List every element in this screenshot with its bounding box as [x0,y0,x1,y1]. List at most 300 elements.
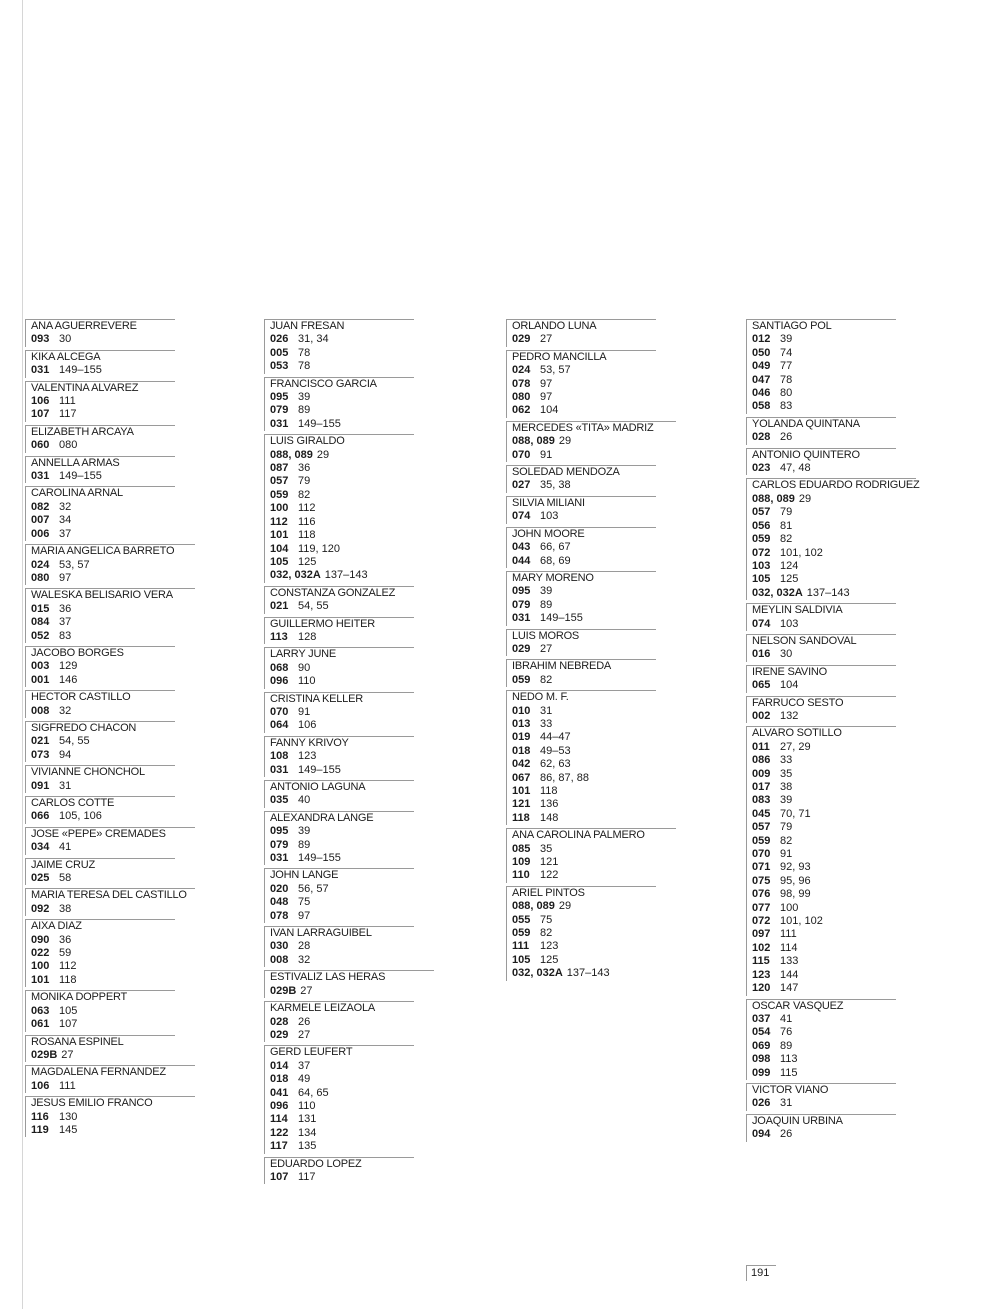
page-reference: 133 [780,955,799,968]
reference-row [270,750,494,763]
page-reference: 112 [59,960,77,973]
catalog-number: 070 [270,705,289,718]
page-reference: 59 [59,947,72,960]
page-reference: 82 [780,834,793,847]
page-reference: 149–155 [298,417,341,430]
reference-row [31,470,255,483]
catalog-number: 070 [752,848,771,861]
catalog-number: 113 [270,630,288,643]
reference-row [31,528,255,541]
reference-row [31,960,255,973]
artist-name: IRENE SAVINO [752,665,828,678]
page-reference: 32 [59,500,72,513]
catalog-number: 046 [752,387,771,400]
catalog-number: 057 [752,821,771,834]
page-reference: 119, 120 [298,542,341,555]
index-entry [506,828,736,883]
catalog-number: 031 [270,763,289,776]
catalog-number: 006 [31,527,50,540]
artist-name: SANTIAGO POL [752,320,832,332]
artist-name: JAIME CRUZ [31,858,96,871]
page-reference: 79 [298,475,311,488]
page-reference: 28 [298,940,311,953]
page-reference: 149–155 [298,763,341,776]
reference-row [752,573,976,586]
catalog-number: 028 [752,431,771,444]
page-reference: 146 [59,673,78,686]
page-reference: 82 [298,488,311,501]
reference-row [512,731,736,744]
reference-row [752,1097,976,1110]
page-reference: 30 [780,648,793,661]
page-reference: 104 [780,679,799,692]
artist-name: MERCEDES «TITA» MADRIZ [512,421,654,434]
index-entry [264,1157,494,1185]
reference-row [512,967,736,980]
catalog-number: 107 [270,1170,289,1183]
page-reference: 29 [558,900,572,913]
reference-row [752,1040,976,1053]
reference-row [270,764,494,777]
artist-name: ALEXANDRA LANGE [270,811,374,824]
catalog-number: 101 [270,529,289,542]
reference-row [512,378,736,391]
catalog-number: 120 [752,982,771,995]
catalog-number: 008 [31,704,50,717]
catalog-number: 097 [752,928,771,941]
catalog-number: 056 [752,519,771,532]
index-entry [25,350,255,378]
index-entry [506,350,736,418]
reference-row [31,439,255,452]
reference-row [31,705,255,718]
catalog-number: 003 [31,660,50,673]
index-entry [264,1045,494,1153]
reference-row [752,333,976,346]
page-reference: 135 [298,1140,317,1153]
catalog-number: 002 [752,709,771,722]
index-entry [25,796,255,824]
catalog-number: 018 [270,1073,289,1086]
catalog-number: 023 [752,462,771,475]
page-reference: 34 [59,514,72,527]
page-reference: 134 [298,1126,317,1139]
artist-name: IVAN LARRAGUIBEL [270,927,372,940]
reference-row [270,852,494,865]
reference-row [512,585,736,598]
catalog-number: 092 [31,902,50,915]
index-entry [25,990,255,1031]
reference-row [512,900,736,913]
reference-row [512,435,736,448]
artist-name: YOLANDA QUINTANA [752,417,860,430]
page-reference: 107 [59,1018,78,1031]
reference-row [752,547,976,560]
catalog-number: 030 [270,940,289,953]
page-reference: 27 [61,1048,74,1061]
reference-row [31,1049,255,1062]
catalog-number: 067 [512,771,531,784]
catalog-number: 005 [270,346,289,359]
catalog-number: 017 [752,781,771,793]
reference-row [31,364,255,377]
catalog-number: 112 [270,515,288,528]
catalog-number: 026 [752,1097,771,1110]
page-reference: 149–155 [59,364,102,377]
artist-name: MARIA TERESA DEL CASTILLO [31,889,187,902]
reference-row [752,506,976,519]
page-reference: 54, 55 [298,600,329,613]
catalog-number: 102 [752,941,771,954]
reference-row [270,418,494,431]
catalog-number: 087 [270,462,289,475]
catalog-number: 073 [31,748,50,761]
page-reference: 44–47 [540,731,571,744]
catalog-number: 074 [512,510,531,523]
reference-row [270,404,494,417]
page-reference: 149–155 [540,612,583,625]
page-reference: 75 [540,913,553,926]
reference-row [752,1013,976,1026]
reference-row [270,462,494,475]
catalog-number: 059 [752,834,771,847]
catalog-number: 110 [512,869,530,882]
catalog-number: 066 [31,810,50,823]
page-reference: 106 [298,719,317,732]
page-reference: 110 [298,675,316,688]
catalog-number: 031 [512,612,531,625]
catalog-number: 116 [31,1110,49,1123]
page-reference: 49–53 [540,744,571,757]
catalog-number: 115 [752,955,770,968]
artist-name: ESTIVALIZ LAS HERAS [270,971,386,984]
reference-row [512,391,736,404]
page-reference: 137–143 [806,586,850,599]
page-reference: 117 [298,1170,316,1183]
page-reference: 144 [780,968,799,981]
artist-name: CARLOS COTTE [31,797,115,809]
index-entry [506,465,736,493]
page-reference: 39 [540,585,553,598]
catalog-number: 123 [752,968,771,981]
page-reference: 64, 65 [298,1086,329,1099]
reference-row [512,705,736,718]
page-reference: 36 [59,933,72,946]
catalog-number: 095 [512,585,531,598]
reference-row [270,896,494,909]
reference-row [752,347,976,360]
catalog-number: 105 [270,555,289,568]
page-reference: 35 [540,842,553,855]
page-reference: 39 [780,333,793,346]
page-reference: 29 [558,435,572,448]
catalog-number: 080 [512,391,531,404]
page-number: 191 [751,1267,770,1279]
page-reference: 112 [298,502,316,515]
artist-name: ARIEL PINTOS [512,886,585,899]
index-entry [506,571,736,626]
page-reference: 149–155 [59,470,102,483]
artist-name: MEYLIN SALDIVIA [752,604,843,617]
catalog-number: 078 [512,377,531,390]
page-reference: 117 [59,408,77,421]
reference-row [512,718,736,731]
artist-name: SILVIA MILIANI [512,496,585,509]
catalog-number: 029 [512,333,531,346]
page-reference: 31 [780,1097,793,1110]
index-column-1 [25,319,255,1140]
page-reference: 103 [780,617,799,630]
catalog-number: 057 [752,506,771,519]
page-reference: 66, 67 [540,541,571,554]
page-reference: 118 [298,529,316,542]
page-reference: 97 [540,377,553,390]
catalog-number: 079 [270,838,289,851]
reference-row [270,333,494,346]
index-column-2 [264,319,494,1187]
index-entry [25,858,255,886]
page-binding-edge [22,0,23,1309]
catalog-number: 050 [752,346,771,359]
page-reference: 118 [59,973,77,986]
reference-row [270,516,494,529]
catalog-number: 094 [752,1128,771,1141]
artist-name: CRISTINA KELLER [270,692,363,705]
index-entry [25,486,255,541]
reference-row [270,706,494,719]
artist-name: IBRAHIM NEBREDA [512,660,612,673]
catalog-number: 063 [31,1004,50,1017]
catalog-number: 065 [752,679,771,692]
catalog-number: 083 [752,794,771,807]
reference-row [31,903,255,916]
artist-name: KARMELE LEIZAOLA [270,1002,376,1015]
catalog-number: 009 [752,767,771,780]
page-reference: 37 [59,616,72,629]
page-reference: 118 [540,785,558,797]
index-entry [25,690,255,718]
page-reference: 26 [780,431,793,444]
artist-name: FARRUCO SESTO [752,696,844,709]
page-reference: 80 [780,387,793,400]
artist-name: LUIS MOROS [512,629,580,642]
reference-row [752,1067,976,1080]
reference-row [752,861,976,874]
catalog-number: 107 [31,408,50,421]
page-reference: 89 [780,1039,793,1052]
reference-row [752,374,976,387]
catalog-number: 042 [512,758,531,771]
reference-row [512,798,736,811]
catalog-number: 021 [31,735,50,748]
page-reference: 116 [298,515,316,528]
catalog-number: 095 [270,825,289,838]
reference-row [752,400,976,413]
index-entry [506,886,736,981]
catalog-number: 020 [270,882,289,895]
folio-rule [746,1265,747,1281]
reference-row [752,462,976,475]
catalog-number: 095 [270,391,289,404]
catalog-number: 080 [31,571,50,584]
catalog-number: 091 [31,779,50,792]
reference-row [31,872,255,885]
catalog-number: 041 [270,1086,289,1099]
page-reference: 98, 99 [780,888,811,901]
artist-name: CONSTANZA GONZALEZ [270,586,396,599]
index-entry [25,888,255,916]
reference-row [270,502,494,515]
reference-row [31,749,255,762]
page-reference: 78 [298,360,311,373]
index-entry [264,377,494,432]
reference-row [31,603,255,616]
page-reference: 132 [780,709,799,722]
reference-row [270,347,494,360]
catalog-number: 096 [270,675,289,688]
index-entry [264,780,494,808]
page-reference: 91 [540,448,553,461]
index-entry [25,319,255,347]
reference-row [752,794,976,807]
index-entry [506,319,736,347]
reference-row [512,772,736,785]
catalog-number: 122 [270,1126,289,1139]
index-column-4 [746,319,976,1145]
artist-name: FANNY KRIVOY [270,736,349,749]
artist-name: CAROLINA ARNAL [31,487,123,500]
index-entry [264,1001,494,1042]
reference-row [270,1140,494,1153]
catalog-number: 058 [752,400,771,413]
catalog-number: 049 [752,360,771,373]
page-reference: 111 [59,1079,76,1092]
catalog-number: 111 [512,940,530,953]
page-reference: 33 [780,754,793,767]
catalog-number: 118 [512,811,530,824]
page-reference: 62, 63 [540,758,571,771]
reference-row [31,735,255,748]
reference-row [752,360,976,373]
page-reference: 27 [298,1028,311,1041]
folio-top-rule [746,1265,776,1266]
page-reference: 130 [59,1110,78,1123]
page-reference: 32 [298,953,311,966]
artist-name: MARY MORENO [512,571,594,584]
catalog-number: 106 [31,395,50,408]
reference-row [270,954,494,967]
reference-row [31,1005,255,1018]
reference-row [752,387,976,400]
artist-name: JOHN LANGE [270,869,339,882]
reference-row [752,648,976,661]
catalog-number: 001 [31,673,50,686]
index-entry [25,1065,255,1093]
catalog-number: 019 [512,731,531,744]
index-entry [25,827,255,855]
artist-name: ELIZABETH ARCAYA [31,425,134,438]
page-reference: 41 [59,841,72,854]
catalog-number: 104 [270,542,289,555]
reference-row [512,479,736,492]
catalog-number: 059 [752,533,771,546]
index-column-3 [506,319,736,984]
catalog-number: 032, 032A [752,586,803,599]
catalog-number: 103 [752,559,771,572]
catalog-number: 105 [512,953,531,966]
page-reference: 68, 69 [540,554,571,567]
reference-row [752,768,976,781]
reference-row [512,954,736,967]
reference-row [270,662,494,675]
catalog-number: 085 [512,842,531,855]
page-reference: 54, 55 [59,735,90,748]
index-entry [264,970,494,998]
catalog-number: 044 [512,554,531,567]
page-reference: 27 [540,642,553,655]
reference-row [512,812,736,825]
catalog-number: 012 [752,333,771,346]
index-entry [506,527,736,568]
reference-row [31,514,255,527]
catalog-number: 088, 089 [512,900,555,913]
page-reference: 53, 57 [59,558,90,571]
catalog-number: 011 [752,740,770,753]
reference-row [31,333,255,346]
page-reference: 111 [59,395,76,408]
artist-name: FRANCISCO GARCIA [270,377,377,390]
index-entry [25,588,255,643]
index-entry [25,646,255,687]
reference-row [270,825,494,838]
page-reference: 123 [540,940,559,953]
page-reference: 137–143 [566,967,610,980]
page-reference: 114 [780,941,798,954]
catalog-number: 024 [512,364,531,377]
index-entry [746,634,976,662]
artist-name: ANNELLA ARMAS [31,456,120,469]
page-reference: 36 [298,462,311,475]
artist-name: CARLOS EDUARDO RODRIGUEZ [752,479,920,492]
catalog-number: 031 [270,852,289,865]
page-reference: 89 [298,838,311,851]
artist-name: GERD LEUFERT [270,1046,353,1059]
reference-row [270,910,494,923]
reference-row [270,631,494,644]
page-reference: 31 [540,704,553,717]
index-entry [264,811,494,866]
catalog-number: 070 [512,448,531,461]
catalog-number: 032, 032A [512,967,563,980]
index-entry [264,926,494,967]
page-reference: 74 [780,346,793,359]
reference-row [752,942,976,955]
catalog-number: 018 [512,744,531,757]
catalog-number: 048 [270,896,289,909]
artist-name: JUAN FRESAN [270,320,345,332]
index-entry [746,1083,976,1111]
index-entry [25,544,255,585]
reference-row [270,600,494,613]
page-reference: 39 [780,794,793,807]
page-reference: 78 [298,346,311,359]
reference-row [752,741,976,754]
page-reference: 91 [780,848,793,861]
catalog-number: 021 [270,600,289,613]
page-reference: 31, 34 [298,333,329,346]
artist-name: JACOBO BORGES [31,646,124,659]
page-reference: 128 [298,630,317,643]
